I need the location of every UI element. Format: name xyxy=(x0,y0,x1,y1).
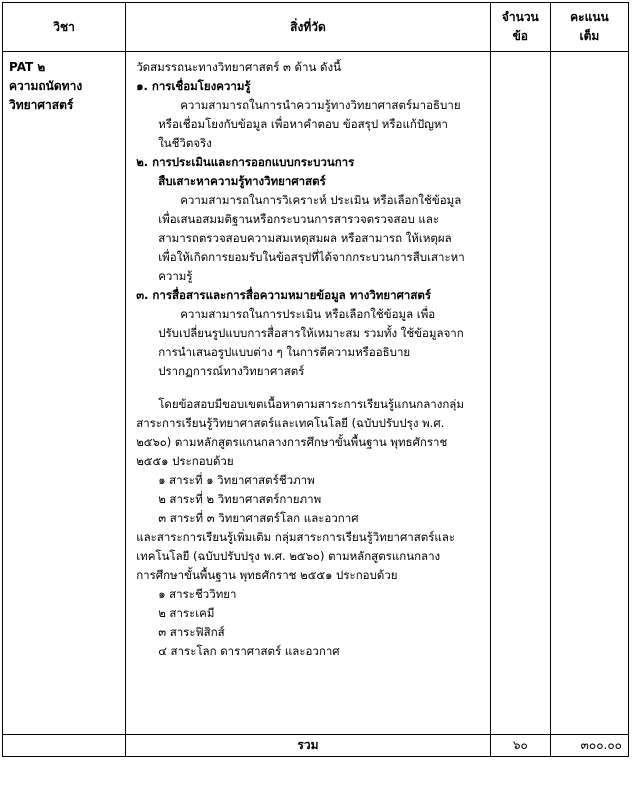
header-score-line1: คะแนน xyxy=(570,10,609,24)
section2-title: ๒. การประเมินและการออกแบบกระบวนการ xyxy=(136,155,355,169)
count-cell xyxy=(490,52,550,735)
header-count-line1: จำนวน xyxy=(501,10,539,24)
section1-title: ๑. การเชื่อมโยงความรู้ xyxy=(136,79,251,93)
test-spec-table xyxy=(2,2,629,757)
header-score xyxy=(550,3,628,52)
intro-text: วัดสมรรถนะทางวิทยาศาสตร์ ๓ ด้าน ดังนี้ xyxy=(136,60,341,74)
section2-title: สืบเสาะหาความรู้ทางวิทยาศาสตร์ xyxy=(158,174,326,188)
section3-text: ความสามารถในการประเมิน หรือเลือกใช้ข้อมูล เพื่อ xyxy=(180,307,436,321)
header-count xyxy=(490,3,550,52)
total-label: รวม xyxy=(297,738,319,752)
subject-cell xyxy=(3,52,126,735)
total-count: ๖๐ xyxy=(512,738,528,752)
total-score: ๓๐๐.๐๐ xyxy=(580,738,622,752)
header-subject-label: วิชา xyxy=(53,19,75,34)
subject-name-line1: ความถนัดทาง xyxy=(9,79,83,93)
section3-text: ปรับเปลี่ยนรูปแบบการสื่อสารให้เหมาะสม รวมทั้ง ใช้ข้อมูลจาก xyxy=(158,326,464,340)
section1-text: ความสามารถในการนำความรู้ทางวิทยาศาสตร์มาอธิบาย xyxy=(180,98,461,112)
section3-title: ๓. การสื่อสารและการสื่อความหมายข้อมูล ทางวิทยาศาสตร์ xyxy=(136,288,432,302)
core-strand-item: ๓ สาระที่ ๓ วิทยาศาสตร์โลก และอวกาศ xyxy=(158,511,359,525)
extra-strand-item: ๔ สาระโลก ดาราศาสตร์ และอวกาศ xyxy=(158,644,340,658)
section1-text: หรือเชื่อมโยงกับข้อมูล เพื่อหาคำตอบ ข้อสรุป หรือแก้ปัญหา xyxy=(158,117,448,131)
extra-paragraph: เทคโนโลยี (ฉบับปรับปรุง พ.ศ. ๒๕๖๐) ตามหลักสูตรแกนกลาง xyxy=(136,549,441,563)
content-row xyxy=(3,52,629,735)
scope-paragraph: ๒๕๕๑ ประกอบด้วย xyxy=(136,454,234,468)
total-score-cell xyxy=(550,735,628,757)
header-score-line2: เต็ม xyxy=(579,29,600,43)
subject-name-line2: วิทยาศาสตร์ xyxy=(9,98,74,112)
total-label-cell xyxy=(126,735,491,757)
total-row xyxy=(3,735,629,757)
total-blank-cell xyxy=(3,735,126,757)
total-count-cell xyxy=(490,735,550,757)
score-cell xyxy=(550,52,628,735)
section2-text: ความสามารถในการวิเคราะห์ ประเมิน หรือเลือกใช้ข้อมูล xyxy=(180,193,462,207)
section2-text: เพื่อให้เกิดการยอมรับในข้อสรุปที่ได้จากกระบวนการสืบเสาะหา xyxy=(158,250,465,264)
section3-text: การนำเสนอรูปแบบต่าง ๆ ในการตีความหรืออธิบาย xyxy=(158,345,411,359)
extra-paragraph: การศึกษาขั้นพื้นฐาน พุทธศักราช ๒๕๕๑ ประกอบด้วย xyxy=(136,568,398,582)
subject-code: PAT ๒ xyxy=(9,60,46,74)
core-strand-item: ๒ สาระที่ ๒ วิทยาศาสตร์กายภาพ xyxy=(158,492,322,506)
section3-text: ปรากฏการณ์ทางวิทยาศาสตร์ xyxy=(158,364,305,378)
section2-text: เพื่อเสนอสมมติฐานหรือกระบวนการสารวจตรวจสอบ และ xyxy=(158,212,440,226)
extra-strand-item: ๑ สาระชีววิทยา xyxy=(158,587,237,601)
spacer xyxy=(136,381,484,395)
scope-paragraph: โดยข้อสอบมีขอบเขตเนื้อหาตามสาระการเรียนรู้แกนกลางกลุ่ม xyxy=(158,397,464,411)
header-count-line2: ข้อ xyxy=(512,29,529,43)
header-subject xyxy=(3,3,126,52)
section2-text: ความรู้ xyxy=(158,269,193,283)
header-measure-label: สิ่งที่วัด xyxy=(290,19,326,34)
scope-paragraph: สาระการเรียนรู้วิทยาศาสตร์และเทคโนโลยี (ฉบับปรับปรุง พ.ศ. xyxy=(136,416,445,430)
section2-text: สามารถตรวจสอบความสมเหตุสมผล หรือสามารถ ให้เหตุผล xyxy=(158,231,452,245)
extra-strand-item: ๒ สาระเคมี xyxy=(158,606,215,620)
header-measure xyxy=(126,3,491,52)
extra-strand-item: ๓ สาระฟิสิกส์ xyxy=(158,625,225,639)
header-row xyxy=(3,3,629,52)
section1-text: ในชีวิตจริง xyxy=(158,136,212,150)
core-strand-item: ๑ สาระที่ ๑ วิทยาศาสตร์ชีวภาพ xyxy=(158,473,315,487)
extra-paragraph: และสาระการเรียนรู้เพิ่มเติม กลุ่มสาระการเรียนรู้วิทยาศาสตร์และ xyxy=(136,530,456,544)
measure-cell xyxy=(126,52,491,735)
scope-paragraph: ๒๕๖๐) ตามหลักสูตรแกนกลางการศึกษาขั้นพื้นฐาน พุทธศักราช xyxy=(136,435,448,449)
